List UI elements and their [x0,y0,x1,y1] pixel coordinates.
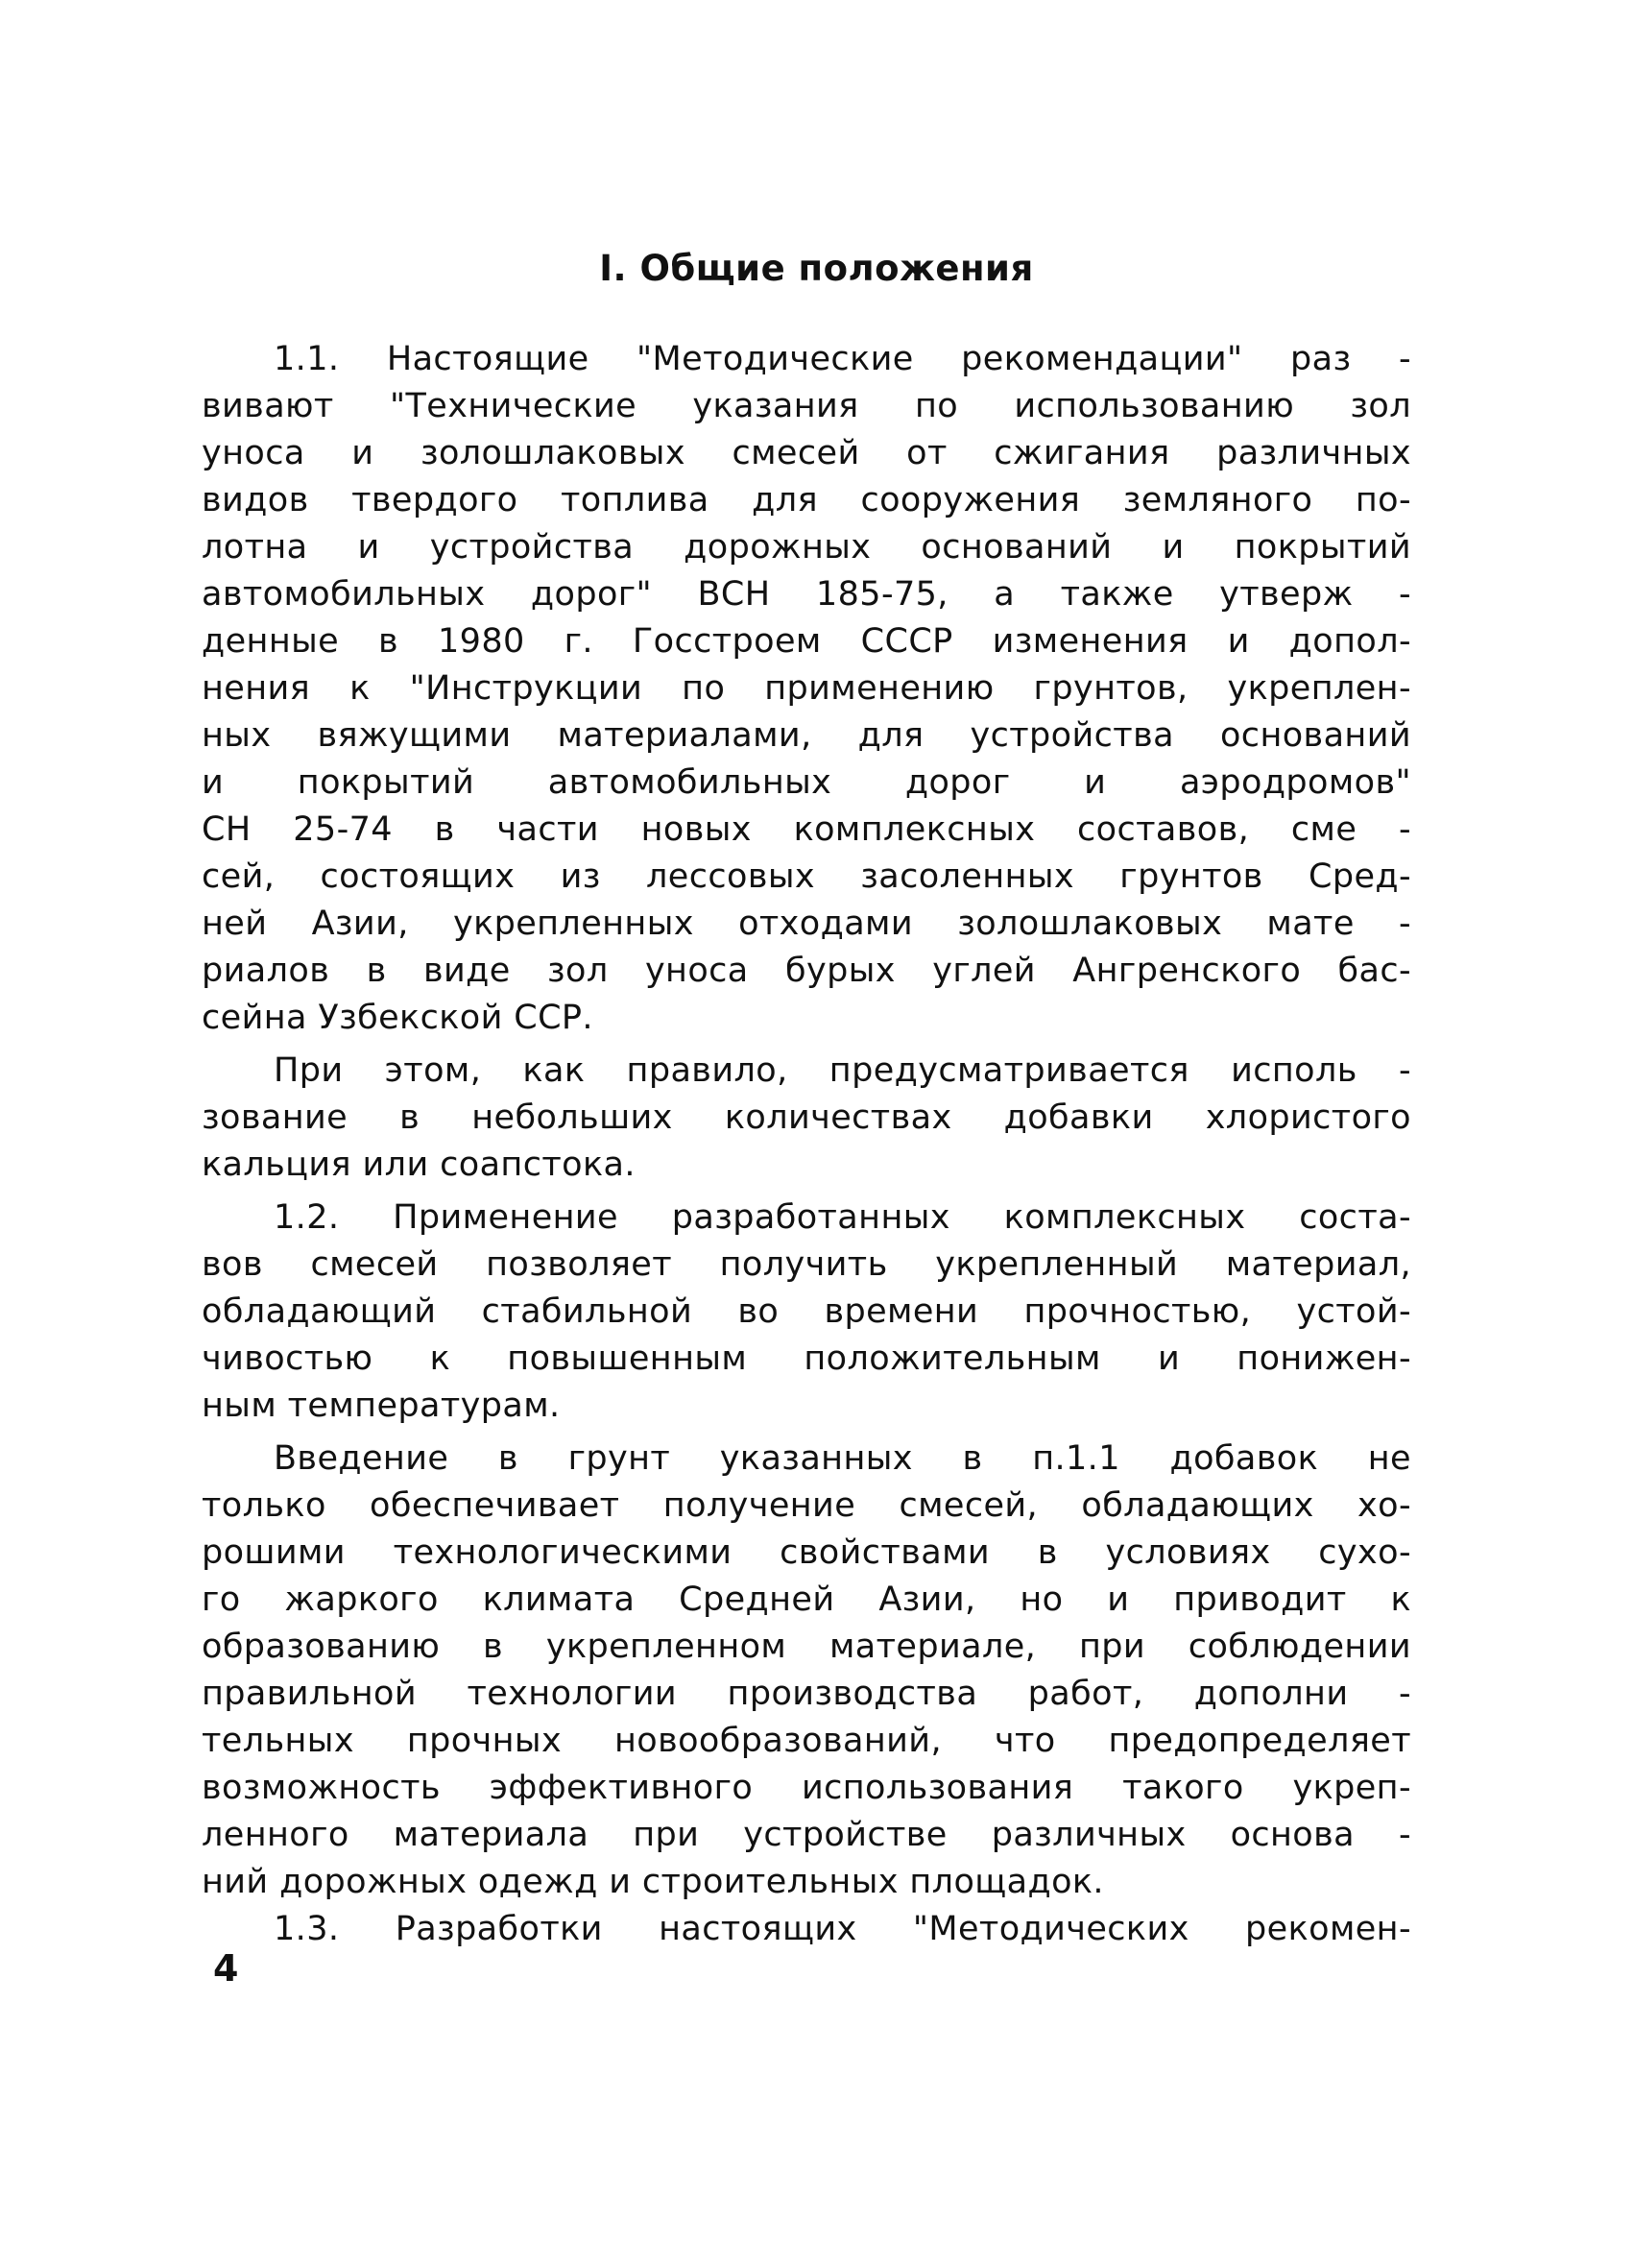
page-number: 4 [213,1947,239,1990]
text-line: При этом, как правило, предусматривается исполь - [274,1051,1411,1090]
text-line: СН 25-74 в части новых комплексных составов, сме - [202,810,1411,849]
text-line: зование в небольших количествах добавки хлористого [202,1098,1411,1137]
text-line: ленного материала при устройстве различных основа - [202,1816,1411,1854]
text-line: тельных прочных новообразований, что предопределяет [202,1722,1411,1760]
paragraph-1-1 [202,336,1411,1042]
text-line: лотна и устройства дорожных оснований и покрытий [202,528,1411,567]
paragraph-additives [202,1048,1411,1189]
text-line: правильной технологии производства работ, дополни - [202,1675,1411,1713]
text-line: и покрытий автомобильных дорог и аэродромов" [202,763,1411,802]
text-line: автомобильных дорог" ВСН 185-75, а также утверж - [202,575,1411,614]
text-line: 1.1. Настоящие "Методические рекомендации" раз - [274,340,1411,378]
text-line: Введение в грунт указанных в п.1.1 добавок не [274,1439,1411,1478]
paragraph-1-3 [202,1906,1411,1953]
text-line: кальция или соапстока. [202,1146,636,1184]
text-line: сей, состоящих из лессовых засоленных грунтов Сред- [202,857,1411,896]
text-line: риалов в виде зол уноса бурых углей Ангренского бас- [202,952,1411,990]
text-line: ным температурам. [202,1387,561,1425]
text-line: только обеспечивает получение смесей, обладающих хо- [202,1486,1411,1525]
text-line: вов смесей позволяет получить укрепленный материал, [202,1245,1411,1284]
text-line: обладающий стабильной во времени прочностью, устой- [202,1292,1411,1331]
text-line: ней Азии, укрепленных отходами золошлаковых мате - [202,905,1411,943]
text-line: вивают "Технические указания по использованию зол [202,387,1411,425]
text-line: денные в 1980 г. Госстроем СССР изменения и допол- [202,622,1411,661]
paragraph-1-2 [202,1194,1411,1430]
text-line: 1.2. Применение разработанных комплексных соста- [274,1198,1411,1237]
text-line: го жаркого климата Средней Азии, но и приводит к [202,1580,1411,1619]
section-title: I. Общие положения [599,248,1034,289]
text-line: чивостью к повышенным положительным и понижен- [202,1339,1411,1378]
text-line: рошими технологическими свойствами в условиях сухо- [202,1533,1411,1572]
text-line: нения к "Инструкции по применению грунтов, укреплен- [202,669,1411,708]
text-line: 1.3. Разработки настоящих "Методических рекомен- [274,1910,1411,1948]
text-line: образованию в укрепленном материале, при соблюдении [202,1628,1411,1666]
body-text [202,336,1411,1953]
paragraph-introduction [202,1436,1411,1906]
text-line: уноса и золошлаковых смесей от сжигания различных [202,434,1411,472]
text-line: ний дорожных одежд и строительных площадок. [202,1863,1104,1901]
text-line: ных вяжущими материалами, для устройства оснований [202,716,1411,755]
text-line: сейна Узбекской ССР. [202,999,593,1037]
text-line: видов твердого топлива для сооружения земляного по- [202,481,1411,519]
text-line: возможность эффективного использования такого укреп- [202,1769,1411,1807]
